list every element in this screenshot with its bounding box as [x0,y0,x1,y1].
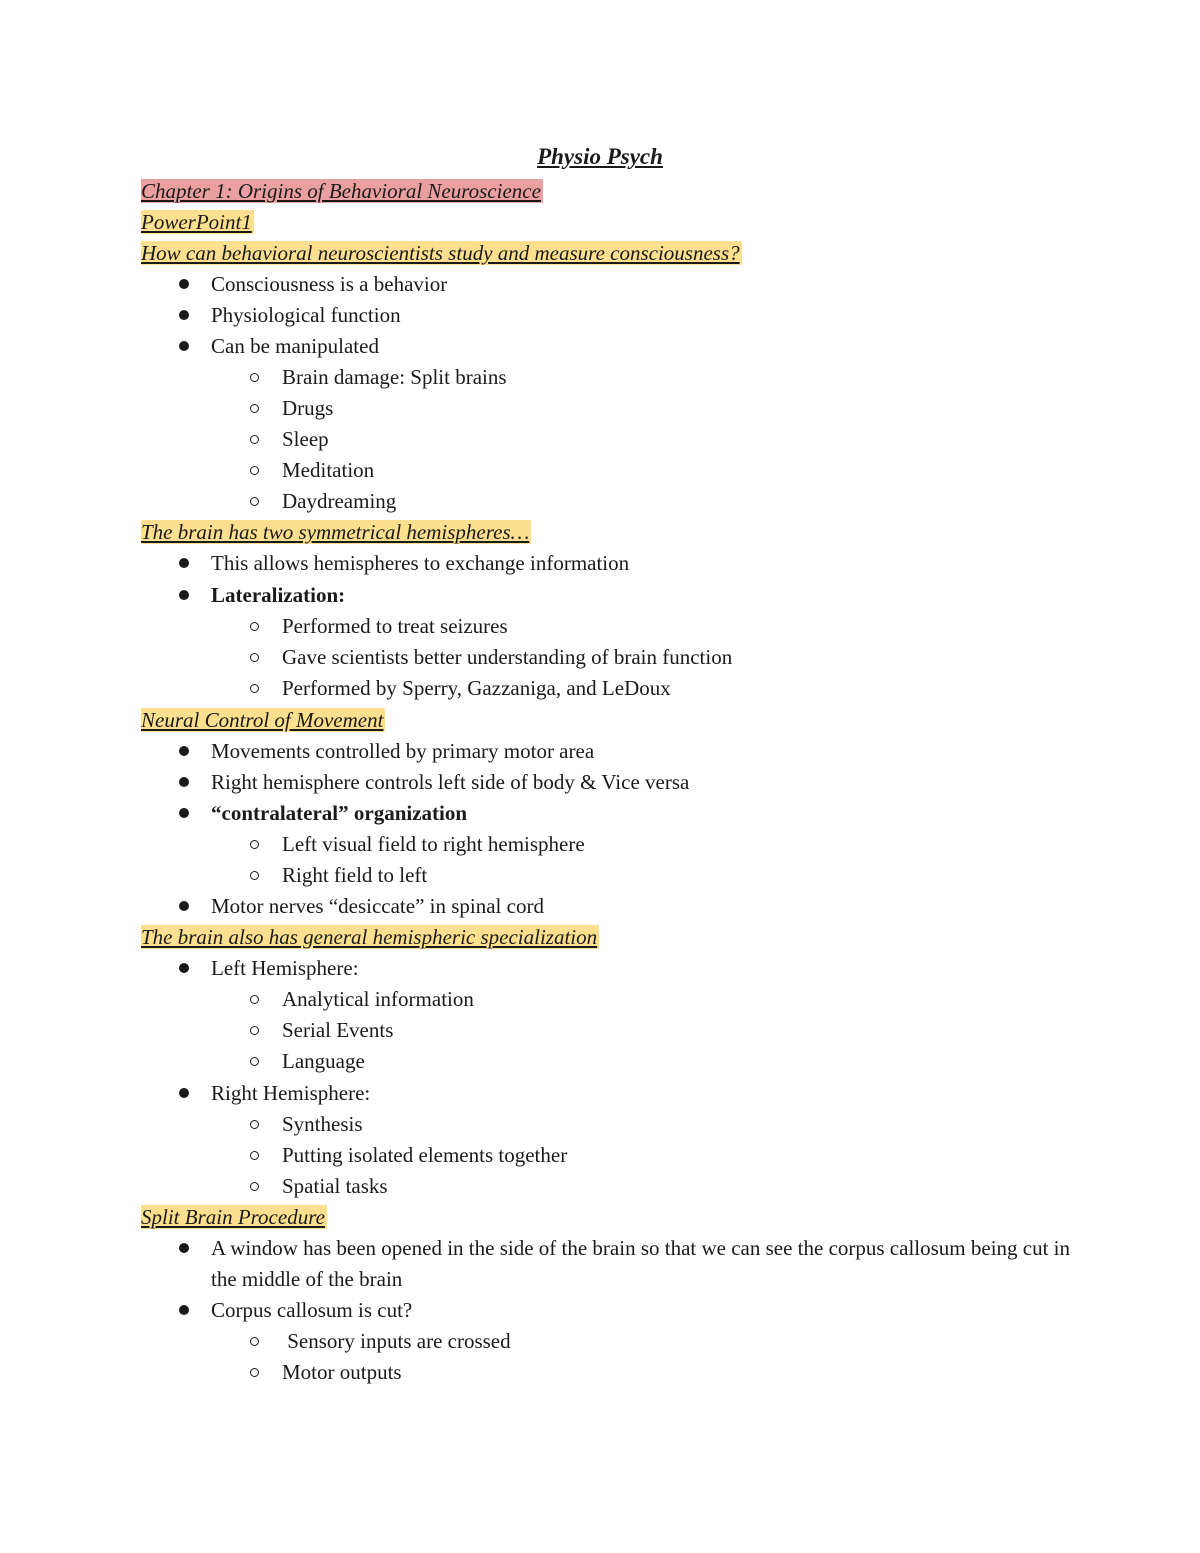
hemispheres-heading: The brain has two symmetrical hemispheres… [141,520,530,544]
circle-bullet-icon [250,684,259,693]
bullet-icon [179,1243,189,1253]
bullet-icon [179,310,189,320]
consciousness-heading: How can behavioral neuroscientists study and measure consciousness? [141,241,740,265]
split-brain-heading: Split Brain Procedure [141,1205,325,1229]
bullet-icon [179,590,189,600]
powerpoint-heading: PowerPoint1 [141,210,252,234]
circle-bullet-icon [250,435,259,444]
bullet-icon [179,808,189,818]
bullet-icon [179,963,189,973]
bullet-icon [179,777,189,787]
circle-bullet-icon [250,373,259,382]
circle-bullet-icon [250,840,259,849]
bullet-icon [179,1088,189,1098]
circle-bullet-icon [250,466,259,475]
circle-bullet-icon [250,1151,259,1160]
bullet-icon [179,746,189,756]
circle-bullet-icon [250,1120,259,1129]
circle-bullet-icon [250,1026,259,1035]
circle-bullet-icon [250,1057,259,1066]
bullet-icon [179,901,189,911]
bullet-icon [179,279,189,289]
circle-bullet-icon [250,622,259,631]
specialization-heading: The brain also has general hemispheric specialization [141,925,598,949]
list-item-text: A window has been opened in the side of the brain so that we can see the corpus callosum being cut in the middle of the brain [211,1236,1071,1291]
circle-bullet-icon [250,404,259,413]
circle-bullet-icon [250,653,259,662]
circle-bullet-icon [250,497,259,506]
chapter-heading: Chapter 1: Origins of Behavioral Neuroscience [141,179,541,203]
circle-bullet-icon [250,1182,259,1191]
circle-bullet-icon [250,1337,259,1346]
document-page: Physio Psych Chapter 1: Origins of Behavioral Neuroscience PowerPoint1 How can behavioral neuroscientists study and measure consciousness? Consciousness is a behavior Physiological function Can be manipulated Brain damage: Split brains Drugs Sleep Meditation Daydreaming The brain has two symmetrical hemispheres… This allows hemispheres to exchange information Lateralization: Performed to treat seizures Gave scientists better understanding of brain function Performed by Sperry, Gazzaniga, and LeDoux Neural Control of Movement Movements controlled by primary motor area Right hemisphere controls left side of body & Vice versa “contralateral” organization Left visual field to right hemisphere Right field to left Motor nerves “desiccate” in spinal cord The brain also has general hemispheric specialization Left Hemisphere: Analytical information Serial Events Language Right Hemisphere: Synthesis Putting isolated elements together Spatial tasks Split Brain Procedure A window has been opened in the side of the brain so that we can see the corpus callosum being cut in the middle of the brain Corpus callosum is cut? Sensory inputs are crossed Motor outputs [0,0,1200,1553]
circle-bullet-icon [250,1368,259,1377]
circle-bullet-icon [250,871,259,880]
bullet-icon [179,1305,189,1315]
page-title: Physio Psych [537,144,663,169]
movement-heading: Neural Control of Movement [141,708,384,732]
bullet-icon [179,558,189,568]
bullet-icon [179,341,189,351]
circle-bullet-icon [250,995,259,1004]
